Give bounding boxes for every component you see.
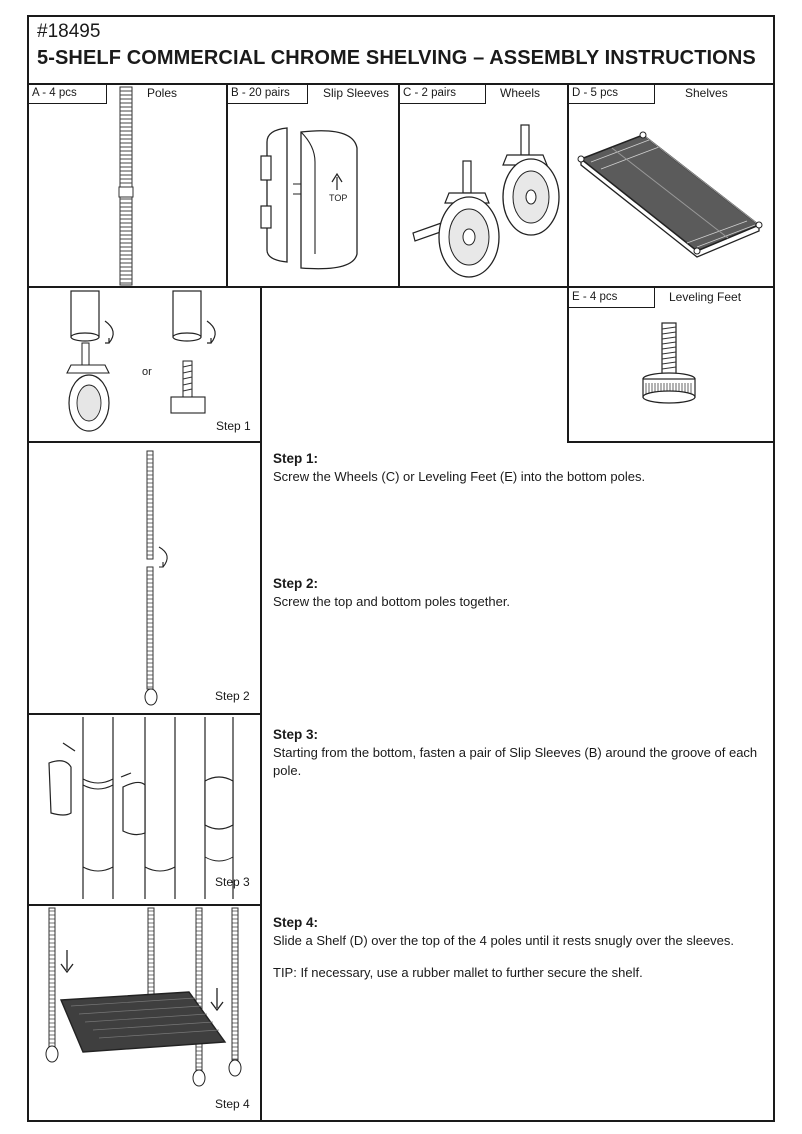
part-a-name: Poles xyxy=(147,86,178,100)
step-4-instructions xyxy=(273,914,768,982)
part-b-quantity: B - 20 pairs xyxy=(228,84,308,104)
step-3-label: Step 3 xyxy=(215,875,250,889)
part-d-quantity: D - 5 pcs xyxy=(569,84,655,104)
divider xyxy=(226,83,228,286)
step-4-title: Step 4: xyxy=(273,915,319,930)
wheel-icon xyxy=(407,125,562,280)
step-2-label: Step 2 xyxy=(215,689,250,703)
part-d-name: Shelves xyxy=(685,86,728,100)
leveling-foot-icon xyxy=(635,323,705,413)
step-1-instructions xyxy=(273,450,768,486)
step-4-label: Step 4 xyxy=(215,1097,250,1111)
step-4-text: Slide a Shelf (D) over the top of the 4 poles until it rests snugly over the sleeves. xyxy=(273,933,735,948)
divider xyxy=(567,83,569,441)
step-2-text: Screw the top and bottom poles together. xyxy=(273,594,511,609)
step-3-title: Step 3: xyxy=(273,727,319,742)
step-4-tip: TIP: If necessary, use a rubber mallet to further secure the shelf. xyxy=(273,965,643,980)
pole-icon xyxy=(114,87,138,287)
step-3-figure xyxy=(35,717,259,899)
step-1-title: Step 1: xyxy=(273,451,319,466)
divider xyxy=(29,713,262,715)
step-1-text: Screw the Wheels (C) or Leveling Feet (E) into the bottom poles. xyxy=(273,469,646,484)
instruction-sheet xyxy=(27,15,775,1122)
divider xyxy=(29,286,773,288)
or-label: or xyxy=(142,366,152,378)
step-4-figure xyxy=(39,908,255,1088)
shelf-icon xyxy=(577,129,767,259)
step-1-figure xyxy=(49,291,249,431)
step-3-text: Starting from the bottom, fasten a pair of Slip Sleeves (B) around the groove of each pole. xyxy=(273,745,758,778)
part-e-quantity: E - 4 pcs xyxy=(569,288,655,308)
divider xyxy=(29,441,262,443)
divider xyxy=(567,441,773,443)
slip-sleeve-icon xyxy=(257,122,367,277)
divider xyxy=(398,83,400,286)
part-e-name: Leveling Feet xyxy=(669,290,742,304)
step-2-instructions xyxy=(273,575,768,611)
top-label: TOP xyxy=(329,193,348,203)
step-2-figure xyxy=(137,447,177,707)
divider xyxy=(260,286,262,1120)
part-b-name: Slip Sleeves xyxy=(323,86,390,100)
part-c-quantity: C - 2 pairs xyxy=(400,84,486,104)
document-number: #18495 xyxy=(37,21,101,42)
step-2-title: Step 2: xyxy=(273,576,319,591)
step-3-instructions xyxy=(273,726,768,780)
page-title: 5-SHELF COMMERCIAL CHROME SHELVING – ASSEMBLY INSTRUCTIONS xyxy=(37,47,756,69)
part-a-quantity: A - 4 pcs xyxy=(29,84,107,104)
step-1-label: Step 1 xyxy=(216,419,251,433)
divider xyxy=(29,904,262,906)
part-c-name: Wheels xyxy=(500,86,541,100)
